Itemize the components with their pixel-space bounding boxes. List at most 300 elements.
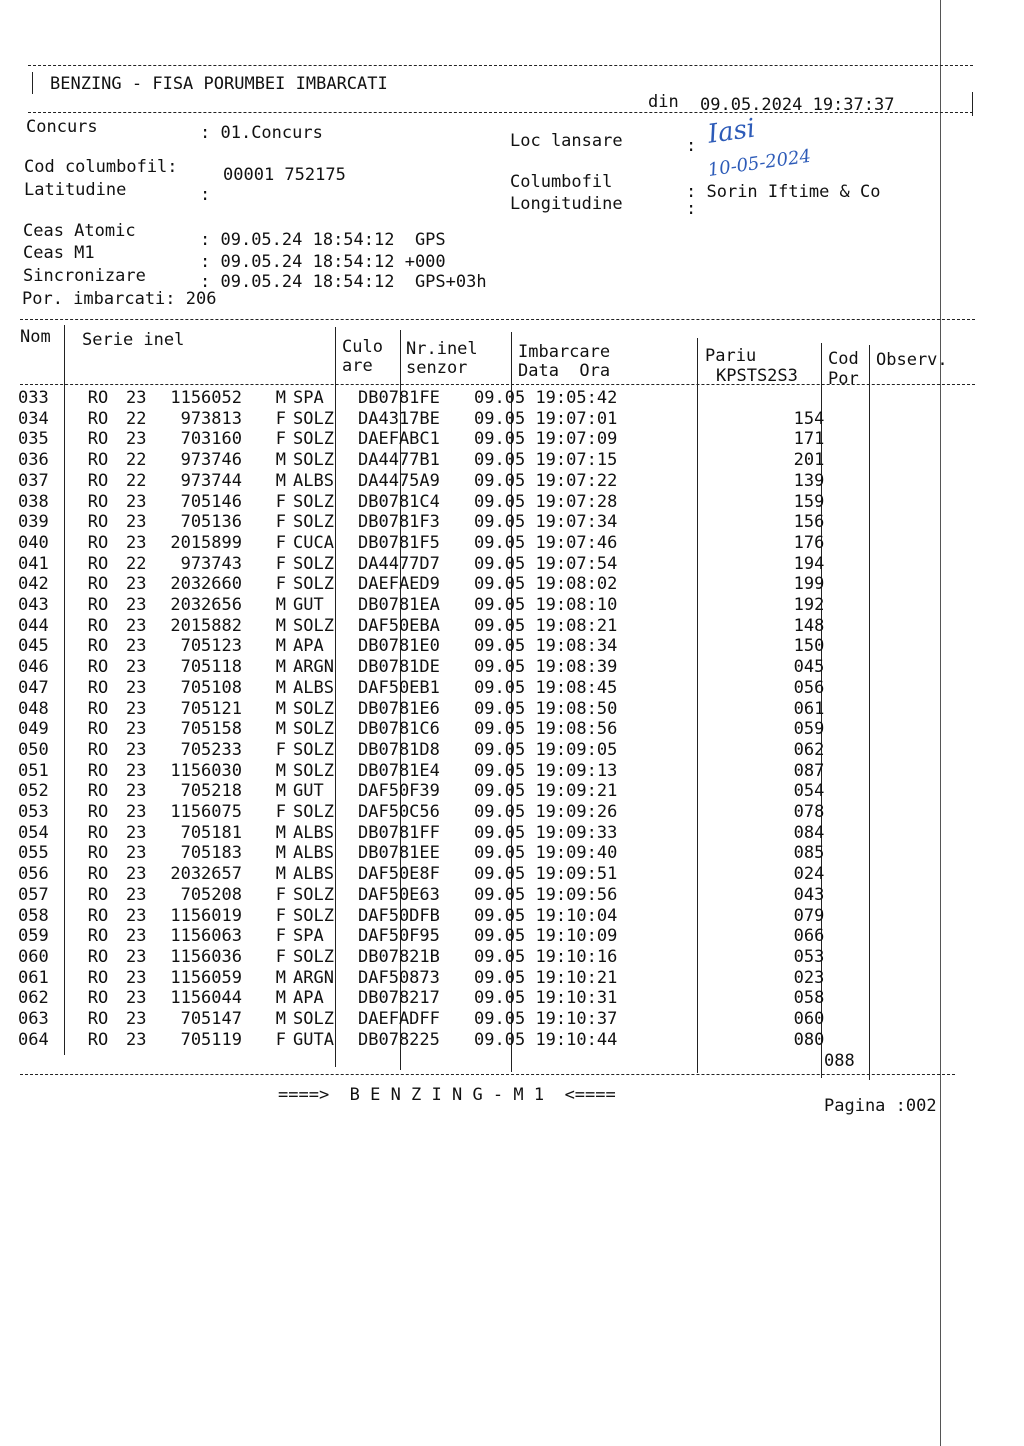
row-time: 19:10:31 — [535, 988, 618, 1009]
row-color: ALBS — [293, 470, 334, 491]
row-pariu — [654, 988, 784, 1009]
row-cod-por: 056 — [793, 677, 825, 698]
row-ring-number: 973813 — [180, 408, 242, 429]
columbofil-label: Columbofil — [510, 172, 613, 192]
row-color: SOLZ — [293, 615, 334, 636]
row-pariu — [654, 885, 784, 906]
row-pariu — [654, 595, 784, 616]
row-country: RO — [87, 491, 109, 512]
row-sensor-ring: DB0781E6 — [358, 698, 440, 719]
row-sensor-ring: DAF50E8F — [358, 864, 440, 885]
table-row — [18, 864, 834, 885]
table-bottom-border — [20, 1074, 955, 1075]
row-boarding-time — [470, 636, 654, 657]
row-date: 09.05 — [474, 864, 526, 885]
col-serie-inel: Serie inel — [82, 330, 185, 350]
row-year: 22 — [126, 553, 147, 574]
row-cod-por: 087 — [793, 760, 825, 781]
concurs-label: Concurs — [26, 117, 98, 137]
row-year: 23 — [126, 822, 147, 843]
page-edge-line — [940, 0, 941, 1446]
row-pariu — [654, 761, 784, 782]
row-nom: 062 — [18, 988, 49, 1009]
row-country: RO — [87, 408, 109, 429]
row-nom: 045 — [18, 636, 49, 657]
table-row — [18, 657, 834, 678]
row-year: 23 — [126, 905, 147, 926]
table-row — [18, 450, 834, 471]
row-nom: 048 — [18, 698, 49, 719]
row-boarding-time — [470, 719, 654, 740]
row-ring-number: 2015882 — [170, 615, 242, 636]
row-country: RO — [87, 905, 109, 926]
latitudine-label: Latitudine — [24, 180, 127, 200]
row-year: 23 — [126, 636, 147, 657]
row-country: RO — [87, 864, 109, 885]
row-sex: F — [275, 905, 286, 926]
row-sensor-ring: DB0781E4 — [358, 760, 440, 781]
row-sensor-ring: DAF50E63 — [358, 884, 440, 905]
footer-banner: ====> B E N Z I N G - M 1 <==== — [278, 1085, 616, 1105]
row-pariu — [654, 719, 784, 740]
row-nom: 064 — [18, 1029, 49, 1050]
table-row — [18, 678, 834, 699]
table-row — [18, 699, 834, 720]
row-date: 09.05 — [474, 719, 526, 740]
row-cod-por: 062 — [793, 739, 825, 760]
row-boarding-time — [470, 947, 654, 968]
row-ring-number: 1156075 — [170, 802, 242, 823]
row-cod-por: 192 — [793, 595, 825, 616]
row-date: 09.05 — [474, 615, 526, 636]
row-pariu — [654, 492, 784, 513]
row-ring-number: 705136 — [180, 512, 242, 533]
row-color: SOLZ — [293, 802, 334, 823]
row-ring-number: 973743 — [180, 553, 242, 574]
row-color: ALBS — [293, 864, 334, 885]
row-country: RO — [87, 884, 109, 905]
row-sensor-ring: DAF50EBA — [358, 615, 440, 636]
row-color: SOLZ — [293, 905, 334, 926]
row-ring-number: 705158 — [180, 719, 242, 740]
row-color: SOLZ — [293, 698, 334, 719]
row-color: APA — [293, 636, 324, 657]
ceas-atomic-value: : 09.05.24 18:54:12 GPS — [200, 230, 446, 250]
sincronizare-value: : 09.05.24 18:54:12 GPS+03h — [200, 272, 487, 292]
row-color: ALBS — [293, 822, 334, 843]
row-sex: F — [275, 553, 286, 574]
row-nom: 033 — [18, 388, 49, 408]
concurs-value: : 01.Concurs — [200, 123, 323, 143]
row-sex: M — [275, 388, 286, 408]
row-color: APA — [293, 988, 324, 1009]
row-date: 09.05 — [474, 388, 526, 408]
table-row — [18, 968, 834, 989]
row-country: RO — [87, 739, 109, 760]
row-year: 23 — [126, 574, 147, 595]
row-country: RO — [87, 1009, 109, 1030]
row-year: 23 — [126, 926, 147, 947]
row-nom: 035 — [18, 429, 49, 450]
row-color: SOLZ — [293, 553, 334, 574]
row-pariu — [654, 554, 784, 575]
row-year: 23 — [126, 967, 147, 988]
row-sensor-ring: DB0781C4 — [358, 491, 440, 512]
row-time: 19:07:15 — [535, 450, 618, 471]
row-time: 19:08:21 — [535, 615, 618, 636]
longitudine-colon: : — [686, 199, 697, 219]
row-cod-por: 201 — [793, 450, 825, 471]
row-color: SOLZ — [293, 719, 334, 740]
row-sensor-ring: DAF50F95 — [358, 926, 440, 947]
table-row — [18, 885, 834, 906]
row-boarding-time — [470, 492, 654, 513]
row-pariu — [654, 388, 784, 409]
row-ring-number: 1156063 — [170, 926, 242, 947]
row-time: 19:07:54 — [535, 553, 618, 574]
row-nom: 057 — [18, 884, 49, 905]
row-country: RO — [87, 802, 109, 823]
table-row — [18, 947, 834, 968]
row-sex: M — [275, 719, 286, 740]
row-country: RO — [87, 843, 109, 864]
row-sex: M — [275, 450, 286, 471]
row-cod-por: 079 — [793, 905, 825, 926]
col-pariu-2: KPSTS2S3 — [716, 366, 798, 386]
row-cod-por: 059 — [793, 719, 825, 740]
row-sex: F — [275, 884, 286, 905]
row-sensor-ring: DB07821B — [358, 946, 440, 967]
row-nom: 044 — [18, 615, 49, 636]
row-year: 23 — [126, 864, 147, 885]
longitudine-label: Longitudine — [510, 194, 623, 214]
row-color: ALBS — [293, 843, 334, 864]
table-row — [18, 388, 834, 409]
row-date: 09.05 — [474, 926, 526, 947]
row-pariu — [654, 533, 784, 554]
table-row — [18, 802, 834, 823]
row-sex: M — [275, 1009, 286, 1030]
header-left-bar — [32, 72, 33, 94]
row-ring-number: 705181 — [180, 822, 242, 843]
row-nom: 036 — [18, 450, 49, 471]
row-date: 09.05 — [474, 781, 526, 802]
row-year: 22 — [126, 450, 147, 471]
row-color: SOLZ — [293, 408, 334, 429]
row-cod-por: 150 — [793, 636, 825, 657]
row-ring-number: 2032656 — [170, 595, 242, 616]
header-bottom-border — [28, 112, 973, 113]
table-row — [18, 409, 834, 430]
row-pariu — [654, 864, 784, 885]
row-sensor-ring: DB0781DE — [358, 657, 440, 678]
row-date: 09.05 — [474, 905, 526, 926]
row-cod-por: 066 — [793, 926, 825, 947]
row-ring-number: 2032657 — [170, 864, 242, 885]
row-year: 23 — [126, 388, 147, 408]
col-cod-1: Cod — [828, 349, 859, 369]
row-boarding-time — [470, 450, 654, 471]
row-time: 19:05:42 — [535, 388, 618, 408]
row-color: ARGN — [293, 967, 334, 988]
row-sex: M — [275, 760, 286, 781]
trailing-cod: 088 — [824, 1051, 855, 1071]
table-row — [18, 781, 834, 802]
col-nrinel-1: Nr.inel — [406, 339, 478, 359]
row-date: 09.05 — [474, 574, 526, 595]
row-sensor-ring: DAF50F39 — [358, 781, 440, 802]
row-cod-por: 053 — [793, 946, 825, 967]
row-boarding-time — [470, 1009, 654, 1030]
row-pariu — [654, 968, 784, 989]
row-ring-number: 1156019 — [170, 905, 242, 926]
row-cod-por: 176 — [793, 532, 825, 553]
row-year: 23 — [126, 677, 147, 698]
row-date: 09.05 — [474, 491, 526, 512]
row-boarding-time — [470, 781, 654, 802]
sincronizare-label: Sincronizare — [23, 266, 146, 286]
row-year: 23 — [126, 429, 147, 450]
row-time: 19:09:21 — [535, 781, 618, 802]
row-sex: M — [275, 677, 286, 698]
row-date: 09.05 — [474, 967, 526, 988]
row-year: 23 — [126, 615, 147, 636]
row-nom: 055 — [18, 843, 49, 864]
row-country: RO — [87, 967, 109, 988]
row-boarding-time — [470, 843, 654, 864]
row-date: 09.05 — [474, 822, 526, 843]
row-pariu — [654, 740, 784, 761]
row-date: 09.05 — [474, 636, 526, 657]
row-time: 19:07:09 — [535, 429, 618, 450]
row-color: CUCA — [293, 532, 334, 553]
row-boarding-time — [470, 533, 654, 554]
row-color: SOLZ — [293, 512, 334, 533]
row-time: 19:09:56 — [535, 884, 618, 905]
row-boarding-time — [470, 657, 654, 678]
row-sensor-ring: DA4477B1 — [358, 450, 440, 471]
row-country: RO — [87, 388, 109, 408]
row-sensor-ring: DB078217 — [358, 988, 440, 1009]
row-time: 19:10:44 — [535, 1029, 618, 1050]
row-ring-number: 973746 — [180, 450, 242, 471]
row-date: 09.05 — [474, 450, 526, 471]
row-time: 19:08:45 — [535, 677, 618, 698]
row-date: 09.05 — [474, 1029, 526, 1050]
row-boarding-time — [470, 968, 654, 989]
row-color: SOLZ — [293, 760, 334, 781]
row-year: 22 — [126, 408, 147, 429]
row-boarding-time — [470, 926, 654, 947]
row-time: 19:10:04 — [535, 905, 618, 926]
row-nom: 040 — [18, 532, 49, 553]
row-country: RO — [87, 677, 109, 698]
row-sex: F — [275, 802, 286, 823]
row-pariu — [654, 843, 784, 864]
col-cod-2: Por — [828, 369, 859, 389]
row-sensor-ring: DA4475A9 — [358, 470, 440, 491]
row-date: 09.05 — [474, 739, 526, 760]
row-sensor-ring: DB078225 — [358, 1029, 440, 1050]
row-country: RO — [87, 450, 109, 471]
row-cod-por: 159 — [793, 491, 825, 512]
row-sensor-ring: DA4317BE — [358, 408, 440, 429]
row-sensor-ring: DB0781EA — [358, 595, 440, 616]
row-sensor-ring: DB0781EE — [358, 843, 440, 864]
row-nom: 052 — [18, 781, 49, 802]
row-ring-number: 705146 — [180, 491, 242, 512]
row-cod-por: 084 — [793, 822, 825, 843]
row-year: 23 — [126, 988, 147, 1009]
row-year: 23 — [126, 491, 147, 512]
row-color: ALBS — [293, 677, 334, 698]
row-nom: 051 — [18, 760, 49, 781]
row-color: SOLZ — [293, 574, 334, 595]
row-pariu — [654, 1009, 784, 1030]
row-cod-por: 171 — [793, 429, 825, 450]
row-boarding-time — [470, 1030, 654, 1051]
row-sex: F — [275, 926, 286, 947]
row-sex: M — [275, 967, 286, 988]
row-cod-por: 194 — [793, 553, 825, 574]
row-year: 23 — [126, 760, 147, 781]
row-pariu — [654, 616, 784, 637]
row-ring-number: 705121 — [180, 698, 242, 719]
row-cod-por: 060 — [793, 1009, 825, 1030]
row-sex: F — [275, 739, 286, 760]
row-nom: 043 — [18, 595, 49, 616]
row-time: 19:07:01 — [535, 408, 618, 429]
row-date: 09.05 — [474, 760, 526, 781]
row-sensor-ring: DB0781C6 — [358, 719, 440, 740]
row-time: 19:09:13 — [535, 760, 618, 781]
row-sensor-ring: DB0781F5 — [358, 532, 440, 553]
row-color: GUTA — [293, 1029, 334, 1050]
row-ring-number: 705108 — [180, 677, 242, 698]
table-row — [18, 471, 834, 492]
din-label: din — [648, 92, 679, 112]
row-pariu — [654, 947, 784, 968]
cod-columbofil-label: Cod columbofil: — [24, 157, 178, 177]
table-row — [18, 926, 834, 947]
row-boarding-time — [470, 616, 654, 637]
row-year: 23 — [126, 1009, 147, 1030]
row-date: 09.05 — [474, 408, 526, 429]
row-time: 19:09:40 — [535, 843, 618, 864]
row-sensor-ring: DAEFAED9 — [358, 574, 440, 595]
col-pariu-1: Pariu — [705, 346, 757, 366]
row-date: 09.05 — [474, 988, 526, 1009]
row-sensor-ring: DAEFABC1 — [358, 429, 440, 450]
row-ring-number: 1156052 — [170, 388, 242, 408]
row-year: 23 — [126, 532, 147, 553]
row-date: 09.05 — [474, 595, 526, 616]
table-row — [18, 740, 834, 761]
row-sensor-ring: DAEFADFF — [358, 1009, 440, 1030]
table-row — [18, 823, 834, 844]
col-observ: Observ. — [876, 350, 948, 370]
row-nom: 053 — [18, 802, 49, 823]
row-color: GUT — [293, 781, 324, 802]
row-sex: F — [275, 512, 286, 533]
row-year: 22 — [126, 470, 147, 491]
row-country: RO — [87, 946, 109, 967]
row-sex: M — [275, 781, 286, 802]
row-pariu — [654, 409, 784, 430]
col-imbarcare-2: Data Ora — [518, 361, 611, 381]
row-boarding-time — [470, 678, 654, 699]
ceas-m1-label: Ceas M1 — [23, 243, 95, 263]
row-sensor-ring: DA4477D7 — [358, 553, 440, 574]
row-cod-por: 154 — [793, 408, 825, 429]
row-date: 09.05 — [474, 512, 526, 533]
col-imbarcare-1: Imbarcare — [518, 342, 611, 362]
row-ring-number: 705233 — [180, 739, 242, 760]
table-row — [18, 554, 834, 575]
row-country: RO — [87, 615, 109, 636]
row-pariu — [654, 1030, 784, 1051]
row-boarding-time — [470, 761, 654, 782]
row-nom: 054 — [18, 822, 49, 843]
row-boarding-time — [470, 988, 654, 1009]
row-color: SOLZ — [293, 946, 334, 967]
row-time: 19:09:51 — [535, 864, 618, 885]
row-cod-por: 061 — [793, 698, 825, 719]
row-country: RO — [87, 532, 109, 553]
row-boarding-time — [470, 471, 654, 492]
table-top-border — [20, 319, 975, 320]
row-color: SOLZ — [293, 491, 334, 512]
row-country: RO — [87, 636, 109, 657]
row-sensor-ring: DAF50DFB — [358, 905, 440, 926]
row-boarding-time — [470, 699, 654, 720]
row-date: 09.05 — [474, 946, 526, 967]
table-row — [18, 906, 834, 927]
row-pariu — [654, 781, 784, 802]
row-year: 23 — [126, 946, 147, 967]
row-cod-por: 054 — [793, 781, 825, 802]
row-nom: 046 — [18, 657, 49, 678]
row-year: 23 — [126, 719, 147, 740]
row-pariu — [654, 678, 784, 699]
row-boarding-time — [470, 802, 654, 823]
row-ring-number: 973744 — [180, 470, 242, 491]
row-sensor-ring: DB0781F3 — [358, 512, 440, 533]
row-nom: 042 — [18, 574, 49, 595]
row-boarding-time — [470, 864, 654, 885]
row-ring-number: 703160 — [180, 429, 242, 450]
row-date: 09.05 — [474, 553, 526, 574]
row-boarding-time — [470, 885, 654, 906]
table-row — [18, 533, 834, 554]
row-nom: 060 — [18, 946, 49, 967]
row-date: 09.05 — [474, 1009, 526, 1030]
row-color: ARGN — [293, 657, 334, 678]
row-time: 19:08:39 — [535, 657, 618, 678]
row-year: 23 — [126, 698, 147, 719]
row-time: 19:10:21 — [535, 967, 618, 988]
ceas-atomic-label: Ceas Atomic — [23, 221, 136, 241]
row-cod-por: 148 — [793, 615, 825, 636]
table-row — [18, 1009, 834, 1030]
row-nom: 049 — [18, 719, 49, 740]
row-cod-por: 080 — [793, 1029, 825, 1050]
row-sex: M — [275, 864, 286, 885]
row-color: SOLZ — [293, 429, 334, 450]
row-sex: M — [275, 657, 286, 678]
row-ring-number: 2015899 — [170, 532, 242, 553]
row-year: 23 — [126, 739, 147, 760]
